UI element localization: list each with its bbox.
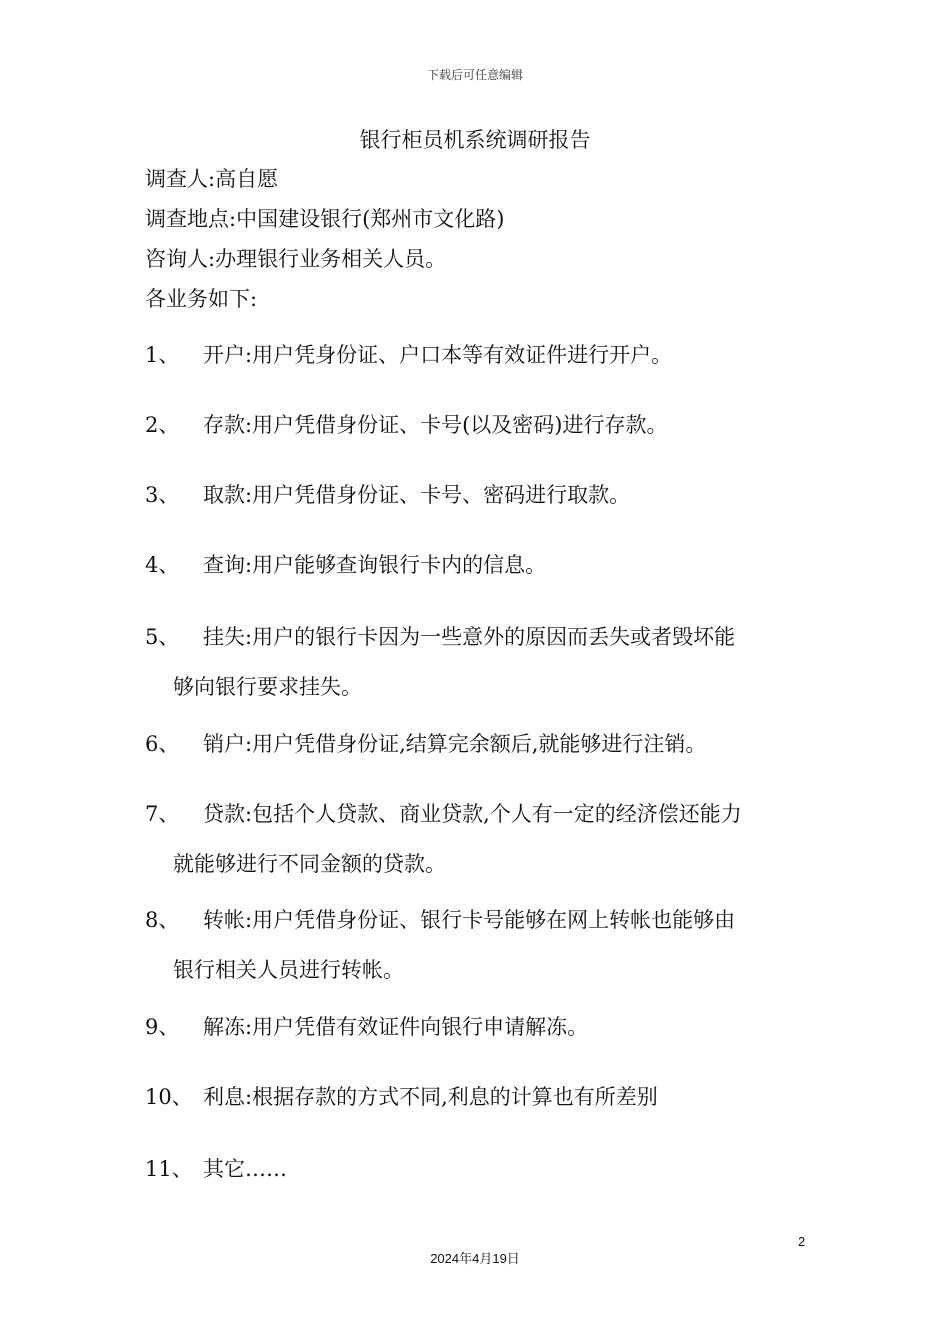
location-line: 调查地点:中国建设银行(郑州市文化路) [145, 207, 505, 231]
item-number: 7、 [145, 802, 180, 826]
item-text: 挂失:用户的银行卡因为一些意外的原因而丢失或者毁坏能 [203, 625, 736, 649]
item-text: 销户:用户凭借身份证,结算完余额后,就能够进行注销。 [203, 732, 707, 756]
item-text: 开户:用户凭身份证、户口本等有效证件进行开户。 [203, 343, 673, 367]
item-text-continuation: 就能够进行不同金额的贷款。 [173, 852, 446, 876]
page-number: 2 [798, 1234, 806, 1249]
item-number: 3、 [145, 483, 180, 507]
item-number: 6、 [145, 732, 180, 756]
item-text: 查询:用户能够查询银行卡内的信息。 [203, 553, 547, 577]
item-text: 解冻:用户凭借有效证件向银行申请解冻。 [203, 1015, 589, 1039]
item-text: 其它…… [203, 1157, 287, 1181]
item-number: 4、 [145, 553, 180, 577]
item-text: 贷款:包括个人贷款、商业贷款,个人有一定的经济偿还能力 [203, 802, 742, 826]
page-header-note: 下载后可任意编辑 [426, 68, 523, 82]
item-text-continuation: 够向银行要求挂失。 [173, 675, 362, 699]
item-number: 8、 [145, 908, 180, 932]
footer-date: 2024年4月19日 [430, 1251, 520, 1266]
document-title: 银行柜员机系统调研报告 [359, 128, 591, 152]
item-number: 9、 [145, 1015, 180, 1039]
item-number: 10、 [145, 1085, 193, 1109]
item-text: 存款:用户凭借身份证、卡号(以及密码)进行存款。 [203, 413, 668, 437]
item-number: 11、 [145, 1157, 193, 1181]
item-text: 取款:用户凭借身份证、卡号、密码进行取款。 [203, 483, 631, 507]
business-intro-line: 各业务如下: [145, 287, 258, 311]
item-number: 5、 [145, 625, 180, 649]
consultant-line: 咨询人:办理银行业务相关人员。 [145, 247, 447, 271]
item-text-continuation: 银行相关人员进行转帐。 [173, 958, 404, 982]
investigator-line: 调查人:高自愿 [145, 167, 279, 191]
item-text: 转帐:用户凭借身份证、银行卡号能够在网上转帐也能够由 [203, 908, 736, 932]
item-number: 1、 [145, 343, 180, 367]
item-text: 利息:根据存款的方式不同,利息的计算也有所差别 [203, 1085, 658, 1109]
item-number: 2、 [145, 413, 180, 437]
